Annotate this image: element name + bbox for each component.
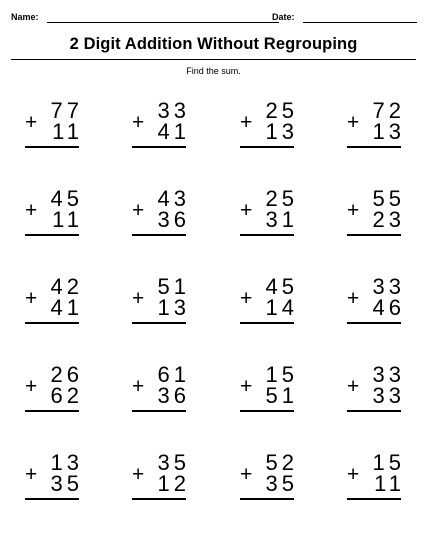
answer-line[interactable]	[347, 234, 401, 236]
plus-sign: +	[240, 111, 253, 134]
plus-sign: +	[240, 375, 253, 398]
bottom-addend: 35	[265, 471, 298, 496]
plus-sign: +	[240, 287, 253, 310]
top-addend: 33	[157, 98, 190, 123]
plus-sign: +	[25, 287, 38, 310]
addition-problem	[240, 452, 298, 512]
addition-problem	[25, 276, 83, 336]
name-label: Name:	[11, 12, 39, 22]
addition-problem	[132, 276, 190, 336]
bottom-addend: 36	[157, 383, 190, 408]
top-addend: 72	[372, 98, 405, 123]
bottom-addend: 14	[265, 295, 298, 320]
bottom-addend: 46	[372, 295, 405, 320]
answer-line[interactable]	[347, 498, 401, 500]
bottom-addend: 31	[265, 207, 298, 232]
top-addend: 33	[372, 274, 405, 299]
title-divider	[11, 59, 416, 60]
bottom-addend: 13	[265, 119, 298, 144]
addition-problem	[25, 100, 83, 160]
name-field-line[interactable]	[47, 22, 279, 23]
bottom-addend: 33	[372, 383, 405, 408]
problem-grid	[0, 100, 425, 540]
addition-problem	[347, 276, 405, 336]
plus-sign: +	[132, 375, 145, 398]
top-addend: 42	[50, 274, 83, 299]
top-addend: 15	[372, 450, 405, 475]
plus-sign: +	[25, 111, 38, 134]
top-addend: 52	[265, 450, 298, 475]
answer-line[interactable]	[25, 498, 79, 500]
answer-line[interactable]	[347, 322, 401, 324]
addition-problem	[132, 188, 190, 248]
bottom-addend: 12	[157, 471, 190, 496]
addition-problem	[347, 188, 405, 248]
addition-problem	[132, 364, 190, 424]
answer-line[interactable]	[25, 322, 79, 324]
answer-line[interactable]	[240, 146, 294, 148]
bottom-addend: 11	[52, 119, 83, 144]
answer-line[interactable]	[132, 410, 186, 412]
worksheet-title: 2 Digit Addition Without Regrouping	[69, 35, 358, 53]
answer-line[interactable]	[25, 146, 79, 148]
plus-sign: +	[132, 199, 145, 222]
answer-line[interactable]	[240, 498, 294, 500]
addition-problem	[347, 364, 405, 424]
date-field-line[interactable]	[303, 22, 417, 23]
bottom-addend: 11	[52, 207, 83, 232]
top-addend: 25	[265, 186, 298, 211]
plus-sign: +	[132, 463, 145, 486]
worksheet-header	[11, 12, 416, 26]
addition-problem	[347, 452, 405, 512]
bottom-addend: 36	[157, 207, 190, 232]
plus-sign: +	[25, 199, 38, 222]
bottom-addend: 35	[50, 471, 83, 496]
addition-problem	[240, 100, 298, 160]
answer-line[interactable]	[25, 410, 79, 412]
answer-line[interactable]	[132, 146, 186, 148]
addition-problem	[347, 100, 405, 160]
bottom-addend: 11	[374, 471, 405, 496]
top-addend: 35	[157, 450, 190, 475]
plus-sign: +	[347, 199, 360, 222]
plus-sign: +	[25, 463, 38, 486]
answer-line[interactable]	[132, 234, 186, 236]
plus-sign: +	[347, 463, 360, 486]
bottom-addend: 13	[157, 295, 190, 320]
bottom-addend: 51	[265, 383, 298, 408]
answer-line[interactable]	[240, 234, 294, 236]
bottom-addend: 23	[372, 207, 405, 232]
date-label: Date:	[272, 12, 295, 22]
addition-problem	[240, 276, 298, 336]
addition-problem	[132, 100, 190, 160]
top-addend: 61	[157, 362, 190, 387]
addition-problem	[25, 188, 83, 248]
plus-sign: +	[347, 287, 360, 310]
top-addend: 45	[265, 274, 298, 299]
plus-sign: +	[240, 463, 253, 486]
addition-problem	[132, 452, 190, 512]
addition-problem	[25, 452, 83, 512]
top-addend: 45	[50, 186, 83, 211]
top-addend: 43	[157, 186, 190, 211]
top-addend: 13	[50, 450, 83, 475]
top-addend: 33	[372, 362, 405, 387]
top-addend: 15	[265, 362, 298, 387]
plus-sign: +	[25, 375, 38, 398]
answer-line[interactable]	[25, 234, 79, 236]
answer-line[interactable]	[132, 322, 186, 324]
bottom-addend: 13	[372, 119, 405, 144]
top-addend: 25	[265, 98, 298, 123]
addition-problem	[240, 364, 298, 424]
plus-sign: +	[347, 111, 360, 134]
answer-line[interactable]	[240, 322, 294, 324]
plus-sign: +	[347, 375, 360, 398]
bottom-addend: 41	[157, 119, 190, 144]
addition-problem	[25, 364, 83, 424]
answer-line[interactable]	[347, 146, 401, 148]
top-addend: 55	[372, 186, 405, 211]
plus-sign: +	[132, 287, 145, 310]
top-addend: 77	[50, 98, 83, 123]
bottom-addend: 41	[50, 295, 83, 320]
answer-line[interactable]	[347, 410, 401, 412]
plus-sign: +	[240, 199, 253, 222]
top-addend: 51	[157, 274, 190, 299]
bottom-addend: 62	[50, 383, 83, 408]
addition-problem	[240, 188, 298, 248]
answer-line[interactable]	[240, 410, 294, 412]
answer-line[interactable]	[132, 498, 186, 500]
top-addend: 26	[50, 362, 83, 387]
instructions: Find the sum.	[186, 66, 241, 76]
plus-sign: +	[132, 111, 145, 134]
